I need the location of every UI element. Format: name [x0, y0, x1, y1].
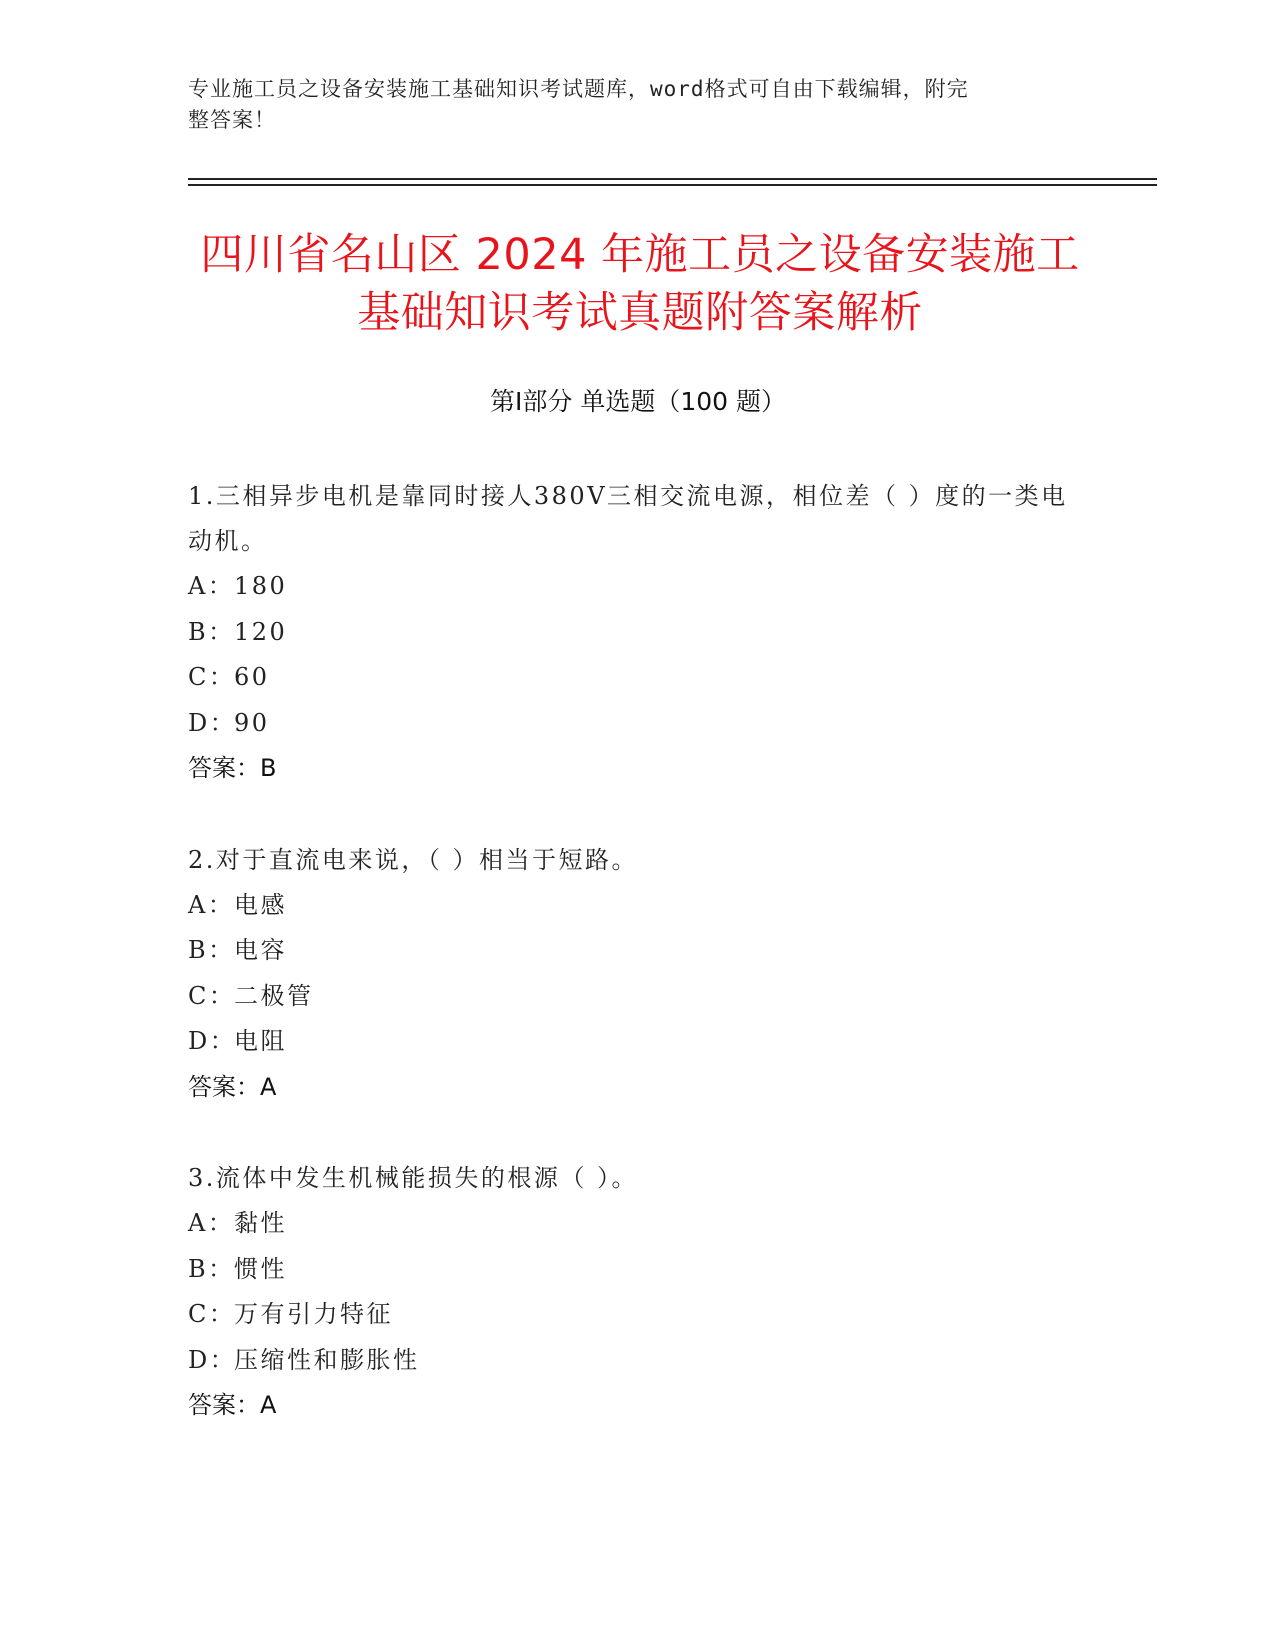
option-a — [188, 564, 1088, 610]
option-b — [188, 610, 1088, 656]
question-stem: 1.三相异步电机是靠同时接人380V三相交流电源，相位差（ ）度的一类电动机。 — [188, 482, 1068, 555]
question-stem: 3.流体中发生机械能损失的根源（ ）。 — [188, 1164, 639, 1192]
option-letter: C： — [188, 981, 236, 1010]
option-d — [188, 1338, 1088, 1384]
question-item — [188, 1156, 1088, 1429]
header-note-line-2: 整答案！ — [188, 108, 276, 132]
option-b — [188, 928, 1088, 974]
option-text: 90 — [234, 708, 270, 737]
option-text: 黏性 — [234, 1209, 287, 1237]
option-letter: A： — [188, 572, 235, 600]
document-title-line-1: 四川省名山区 2024 年施工员之设备安装施工 — [200, 230, 1080, 280]
answer-line: 答案：A — [188, 1072, 277, 1101]
option-text: 电感 — [234, 890, 287, 919]
option-c — [188, 974, 1088, 1020]
option-letter: D： — [188, 1027, 237, 1055]
header-divider-top — [188, 178, 1157, 180]
option-text: 二极管 — [234, 981, 314, 1010]
option-letter: C： — [188, 1300, 236, 1328]
option-letter: B： — [188, 1254, 235, 1283]
question-stem: 2.对于直流电来说，（ ）相当于短路。 — [188, 845, 639, 874]
document-title — [180, 226, 1100, 342]
option-text: 万有引力特征 — [234, 1300, 393, 1328]
question-list — [188, 474, 1088, 1475]
header-note-line-1: 专业施工员之设备安装施工基础知识考试题库，word格式可自由下载编辑，附完 — [188, 77, 969, 101]
option-c — [188, 1292, 1088, 1338]
option-letter: A： — [188, 1209, 235, 1237]
option-letter: D： — [188, 1345, 237, 1374]
option-b — [188, 1247, 1088, 1293]
option-letter: D： — [188, 708, 237, 737]
header-note — [188, 74, 1068, 136]
option-letter: B： — [188, 936, 235, 964]
document-title-line-2: 基础知识考试真题附答案解析 — [357, 288, 923, 338]
section-heading: 第Ⅰ部分 单选题（100 题） — [490, 387, 786, 416]
option-text: 压缩性和膨胀性 — [234, 1345, 420, 1374]
question-item — [188, 474, 1088, 792]
option-c — [188, 655, 1088, 701]
option-text: 电容 — [234, 936, 287, 964]
option-text: 惯性 — [234, 1254, 287, 1283]
option-text: 电阻 — [234, 1027, 287, 1055]
option-letter: C： — [188, 663, 236, 691]
option-text: 120 — [234, 617, 288, 646]
option-d — [188, 701, 1088, 747]
answer-line: 答案：B — [188, 754, 277, 782]
option-a — [188, 883, 1088, 929]
option-d — [188, 1019, 1088, 1065]
option-letter: A： — [188, 890, 235, 919]
question-item — [188, 838, 1088, 1111]
option-a — [188, 1201, 1088, 1247]
answer-line: 答案：A — [188, 1391, 277, 1419]
option-text: 180 — [234, 572, 288, 600]
option-text: 60 — [234, 663, 270, 691]
header-divider-bottom — [188, 184, 1157, 186]
option-letter: B： — [188, 617, 235, 646]
